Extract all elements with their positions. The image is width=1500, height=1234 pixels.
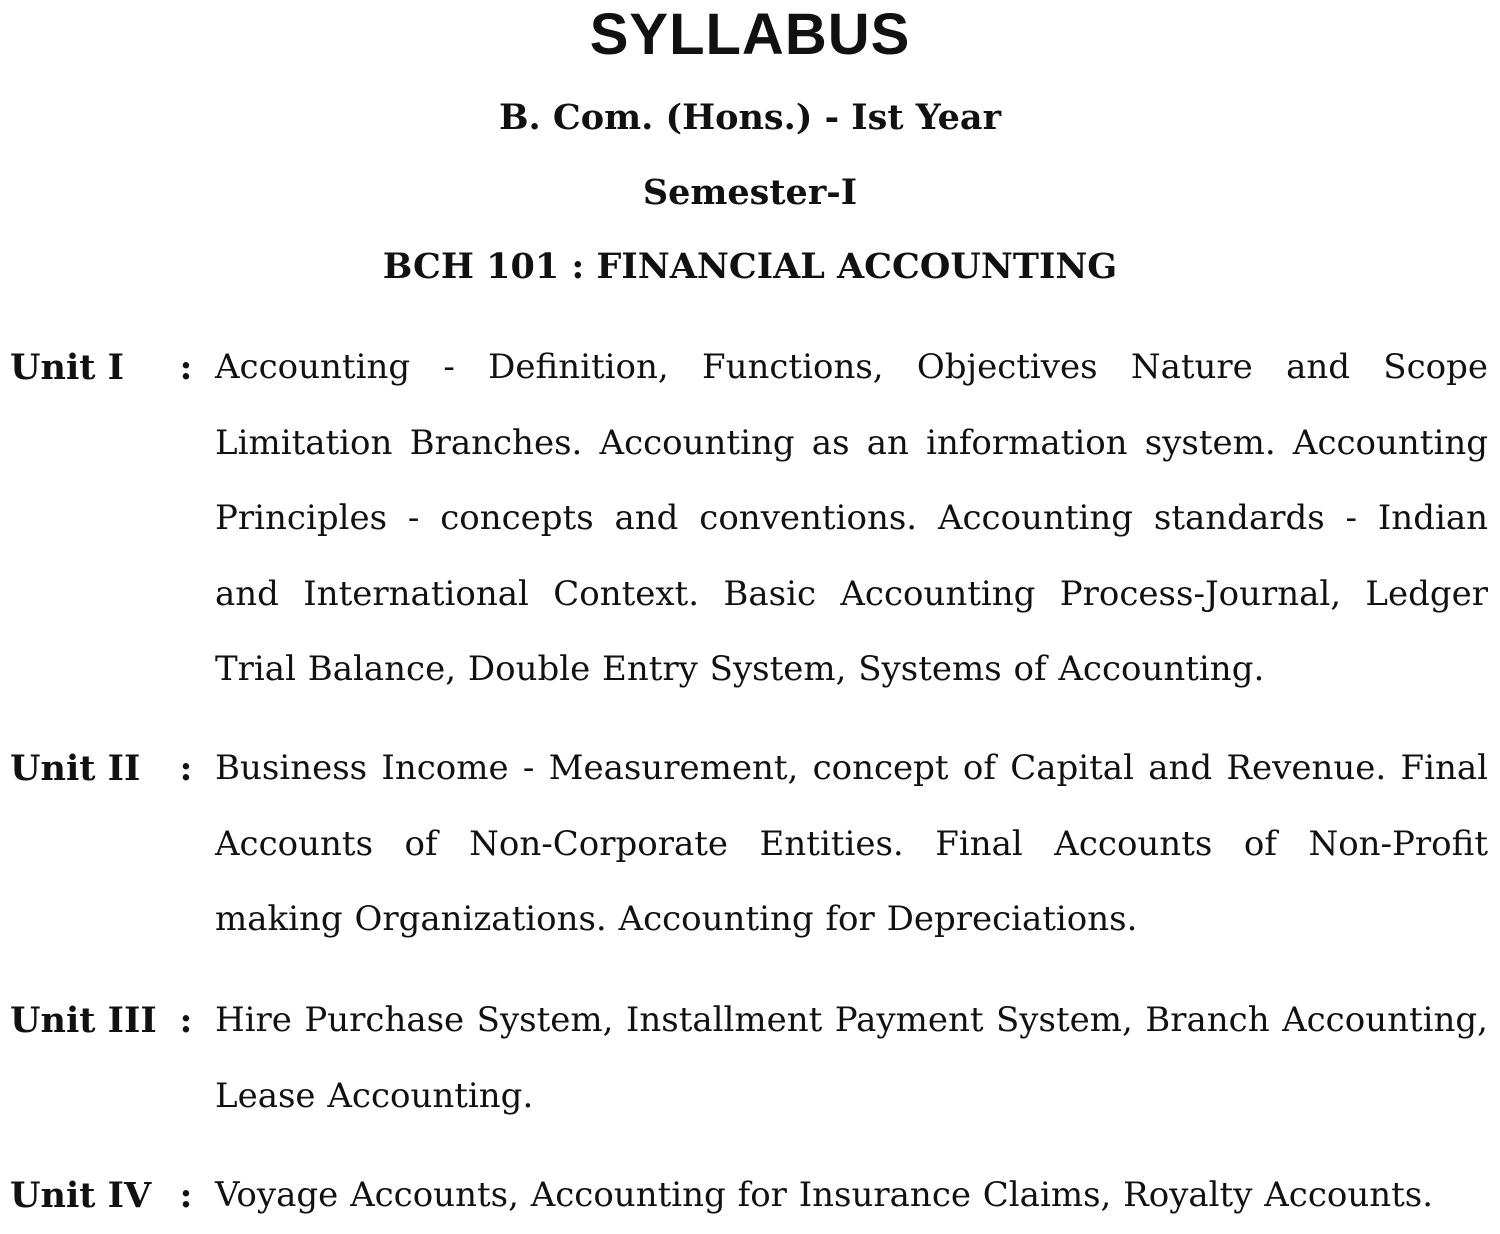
unit-2-label: Unit II bbox=[10, 748, 141, 789]
unit-2-content: Business Income - Measurement, concept of Capital and Revenue. Final Accounts of Non-Corporate Entities. Final Accounts of Non-Profit making Organizations. Accounting for Depreciations. bbox=[215, 748, 1488, 939]
semester-heading: Semester-I bbox=[642, 172, 858, 213]
unit-4-separator: : bbox=[179, 1175, 193, 1216]
unit-3-label: Unit III bbox=[10, 1000, 157, 1041]
unit-4-content: Voyage Accounts, Accounting for Insurance Claims, Royalty Accounts. bbox=[215, 1175, 1434, 1215]
degree-heading: B. Com. (Hons.) - Ist Year bbox=[498, 97, 1002, 138]
unit-1-content: Accounting - Definition, Functions, Objectives Nature and Scope Limitation Branches. Accounting as an information system. Accounting Principles - concepts and conventions. Accounting standards - Indian and International Context. Basic Accounting Process-Journal, Ledger Trial Balance, Double Entry System, Systems of Accounting. bbox=[215, 347, 1488, 689]
unit-4-label: Unit IV bbox=[10, 1175, 152, 1216]
unit-3-separator: : bbox=[179, 1000, 193, 1041]
unit-1-separator: : bbox=[179, 347, 193, 388]
unit-2-separator: : bbox=[179, 748, 193, 789]
unit-3-content: Hire Purchase System, Installment Payment System, Branch Accounting, Lease Accounting. bbox=[215, 1000, 1488, 1116]
page-title: SYLLABUS bbox=[589, 2, 911, 67]
course-heading: BCH 101 : FINANCIAL ACCOUNTING bbox=[382, 246, 1118, 287]
unit-1-label: Unit I bbox=[10, 347, 124, 388]
